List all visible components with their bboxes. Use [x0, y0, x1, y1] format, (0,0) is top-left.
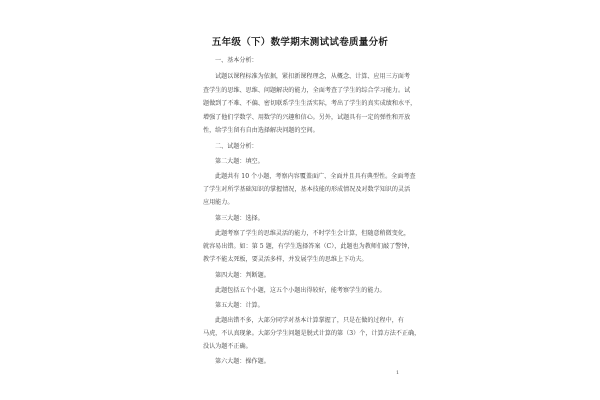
paragraph-line: 查学生的思维、思维、问题解决的能力，全面考查了学生的综合学习能力。试 — [203, 87, 411, 94]
document-title: 五年级（下）数学期末测试试卷质量分析 — [211, 37, 389, 48]
section-heading-basic-analysis: 一、基本分析： — [215, 57, 258, 64]
subsection-heading-operation: 第六大题：操作题。 — [215, 358, 270, 365]
paragraph-line: 应用能力。 — [203, 199, 234, 206]
page-number: 1 — [396, 370, 400, 376]
paragraph-line: 此题出错不多，大部分同学对基本计算掌握了，只是在做的过程中，有 — [215, 317, 404, 324]
paragraph-line: 性，给学生留有自由选择解决问题的空间。 — [203, 127, 319, 134]
paragraph-line: 马虎，不认真现象。大部分学生问题是脱式计算的第（3）个，计算方法不正确， — [203, 330, 421, 337]
subsection-heading-calculation: 第五大题：计算。 — [215, 302, 264, 309]
paragraph-line: 试题以课程标准为依据，紧扣新课程理念，从概念、计算、应用三方面考 — [215, 73, 410, 80]
subsection-heading-fill-blank: 第二大题：填空。 — [215, 158, 264, 165]
section-heading-question-analysis: 二、试题分析： — [215, 143, 258, 150]
subsection-heading-choice: 第三大题：选择。 — [215, 215, 264, 222]
paragraph-line: 此题考察了学生的思维灵活的能力，不时学生会计算，但随意稍微变化， — [215, 230, 410, 237]
subsection-heading-judgment: 第四大题：判断题。 — [215, 272, 270, 279]
paragraph-line: 就容易出错。如：第 5 题，有学生选择答案（C），此题也为教师们敲了警钟， — [203, 243, 414, 250]
paragraph-line: 了学生对所学基础知识的掌握情况，基本技能的形成情况及对数学知识的灵活 — [203, 186, 411, 193]
paragraph-line: 此题包括五个小题，这五个小题出得较好，能考察学生的能力。 — [215, 287, 386, 294]
paragraph-line: 题做到了不难、不偏、密切联系学生生活实际，考出了学生的真实成绩和水平， — [203, 100, 417, 107]
paragraph-line: 没认为题不正确。 — [203, 343, 252, 350]
paragraph-line: 教学不能太死板，要灵活多样，并发展学生的思维上下功夫。 — [203, 256, 368, 263]
paragraph-line: 增强了他们学数学、用数学的兴趣和信心。另外，试题具有一定的弹性和开放 — [203, 114, 411, 121]
paragraph-line: 此题共有 10 个小题，考察内容覆盖面广、全面并且具有典型性。全面考查 — [215, 173, 416, 180]
